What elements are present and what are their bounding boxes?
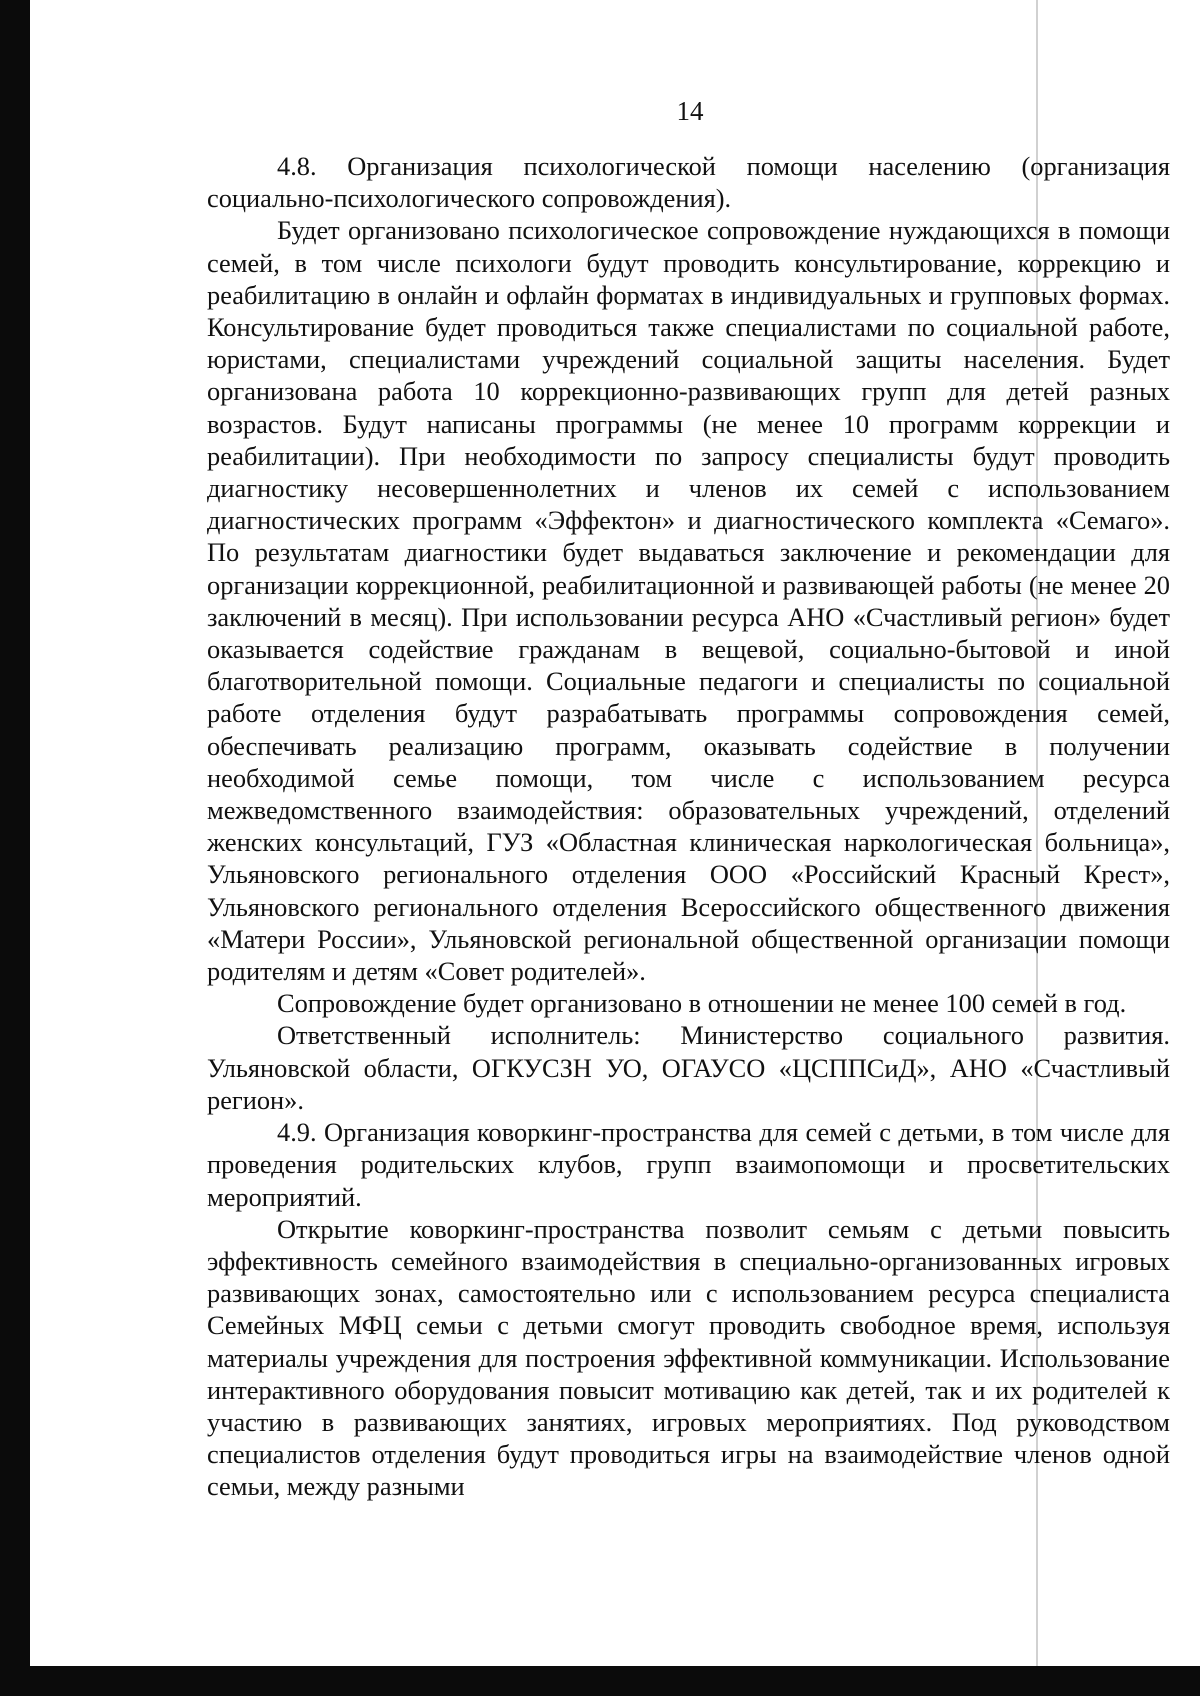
section-4-8-coverage: Сопровождение будет организовано в отношении не менее 100 семей в год. xyxy=(277,988,1127,1019)
section-4-8-heading: 4.8. Организация психологической помощи населению (организация социально-психологического сопровождения). xyxy=(207,151,1170,214)
section-4-9-body: Открытие коворкинг-пространства позволит семьям с детьми повысить эффективность семейного взаимодействия в специально-организованных игровых развивающих зонах, самостоятельно или с использованием ресурса специалиста Семейных МФЦ семьи с детьми смогут проводить свободное время, используя материалы учреждения для построения эффективной коммуникации. Использование интерактивного оборудования повысит мотивацию как детей, так и их родителей к участию в развивающих занятиях, игровых мероприятиях. Под руководством специалистов отделения будут проводиться игры на взаимодействие членов одной семьи, между разными xyxy=(207,1213,1170,1502)
scan-border-left xyxy=(0,0,30,1696)
scan-border-bottom xyxy=(0,1666,1200,1696)
document-body xyxy=(207,150,1170,1503)
page-number: 14 xyxy=(676,96,704,126)
section-4-8-body: Будет организовано психологическое сопровождение нуждающихся в помощи семей, в том числе психологи будут проводить консультирование, коррекцию и реабилитацию в онлайн и офлайн форматах в индивидуальных и групповых формах. Консультирование будет проводиться также специалистами по социальной работе, юристами, специалистами учреждений социальной защиты населения. Будет организована работа 10 коррекционно-развивающих групп для детей разных возрастов. Будут написаны программы (не менее 10 программ коррекции и реабилитации). При необходимости по запросу специалисты будут проводить диагностику несовершеннолетних и членов их семей с использованием диагностических программ «Эффектон» и диагностического комплекта «Семаго». По результатам диагностики будет выдаваться заключение и рекомендации для организации коррекционной, реабилитационной и развивающей работы (не менее 20 заключений в месяц). При использовании ресурса АНО «Счастливый регион» будет оказывается содействие гражданам в вещевой, социально-бытовой и иной благотворительной помощи. Социальные педагоги и специалисты по социальной работе отделения будут разрабатывать программы сопровождения семей, обеспечивать реализацию программ, оказывать содействие в получении необходимой семье помощи, том числе с использованием ресурса межведомственного взаимодействия: образовательных учреждений, отделений женских консультаций, ГУЗ «Областная клиническая наркологическая больница», Ульяновского регионального отделения ООО «Российский Красный Крест», Ульяновского регионального отделения Всероссийского общественного движения «Матери России», Ульяновской региональной общественной организации помощи родителям и детям «Совет родителей». xyxy=(207,215,1170,987)
section-4-9-heading: 4.9. Организация коворкинг-пространства для семей с детьми, в том числе для проведения родительских клубов, групп взаимопомощи и просветительских мероприятий. xyxy=(207,1117,1170,1212)
section-4-8-responsible: Ответственный исполнитель: Министерство социального развития. Ульяновской области, ОГКУСЗН УО, ОГАУСО «ЦСППСиД», АНО «Счастливый регион». xyxy=(207,1020,1170,1115)
